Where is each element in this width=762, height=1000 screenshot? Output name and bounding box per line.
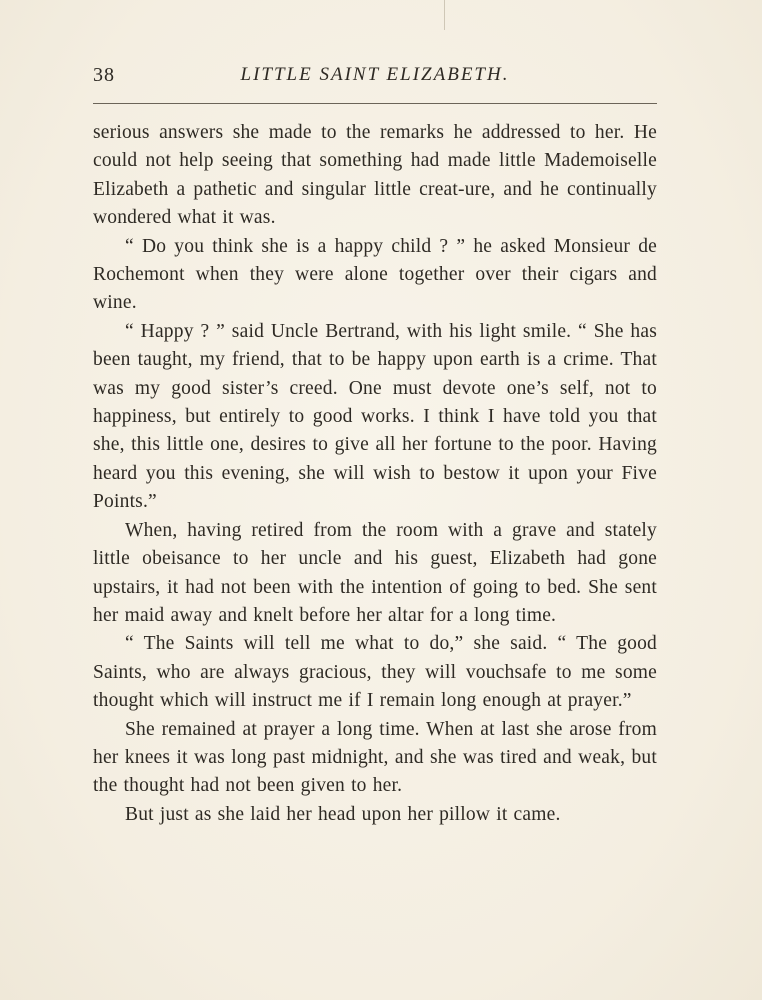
page-number: 38 bbox=[93, 64, 115, 86]
paragraph: serious answers she made to the remarks he addressed to her. He could not help seeing that something had made little Mademoiselle Elizabeth a pathetic and singular little creat-ure, and he continually wondered what it was. bbox=[93, 122, 657, 229]
running-title: LITTLE SAINT ELIZABETH. bbox=[240, 64, 510, 85]
paragraph: She remained at prayer a long time. When at last she arose from her knees it was long past midnight, and she was tired and weak, but the thought had not been given to her. bbox=[93, 718, 657, 797]
paragraph: “ Happy ? ” said Uncle Bertrand, with his light smile. “ She has been taught, my friend, that to be happy upon earth is a crime. That was my good sister’s creed. One must devote one’s self, not to happiness, but entirely to good works. I think I have told you that she, this little one, desires to give all her fortune to the poor. Having heard you this evening, she will wish to bestow it upon your Five Points.” bbox=[93, 320, 657, 513]
paragraph: “ Do you think she is a happy child ? ” he asked Monsieur de Rochemont when they were alone together over their cigars and wine. bbox=[93, 235, 657, 314]
page-header bbox=[93, 64, 657, 92]
paragraph: When, having retired from the room with a grave and stately little obeisance to her uncle and his guest, Elizabeth had gone upstairs, it had not been with the intention of going to bed. She sent her maid away and knelt before her altar for a long time. bbox=[93, 519, 657, 626]
paragraph: “ The Saints will tell me what to do,” she said. “ The good Saints, who are always gracious, they will vouchsafe to me some thought which will instruct me if I remain long enough at prayer.” bbox=[93, 633, 657, 712]
body-text bbox=[93, 119, 657, 829]
paragraph: But just as she laid her head upon her pillow it came. bbox=[125, 803, 561, 825]
header-rule bbox=[93, 103, 657, 104]
page-fold-mark bbox=[444, 0, 445, 30]
